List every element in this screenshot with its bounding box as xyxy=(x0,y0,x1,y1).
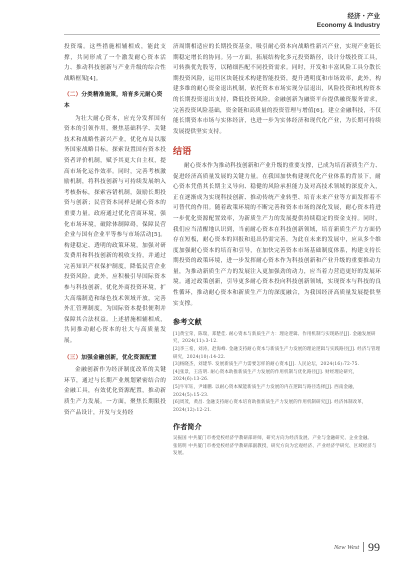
paragraph: 济周期相适应的长期投资基金，吸引耐心资本向战略性新兴产业，实现产业链长期稳定增长的协同。另一方面，拓展结构化多元投资路径，设计分级投资工具，可转换优先股等，以精细匹配不同投资需求。同时，开发和丰富风险工具分散长期投资风险，运用区块链技术构建智能投资，提升透明度和市场效率，此外，构建多维的耐心资金退出机制，依托资本市场实现分层退出，风险投资和机构资本的长期投资退出支持，降低投资风险。金融创新为融资平台提供融资服务需求，完善投资风险基础，资金链和高质量的投资管理与增值[6]。建立金融科技，不仅能长期资本市场与实体经济，也进一步为实体经济和现代化产业，为长期可持续发展提供坚实支持。 xyxy=(173,44,381,135)
reference-item: [5]牛军钰，尹雄鹏. 以耐心资本赋能新质生产力发展的内在逻辑与路径选择[J]. 西南金融，2024(5):15-23. xyxy=(173,385,358,398)
subsection-title: 分类精准施策，培育多元耐心资本 xyxy=(64,92,163,109)
author-item: 吴振国 中共厦门市委党校经济学教研部讲师，研究方向为经济发展、产业与金融研究、企业金融。 xyxy=(173,435,372,441)
paragraph: 耐心资本作为推动科技创新和产业升级的重要支撑，已成为培育新质生产力、促进经济高质量发展的关键力量。在我国加快构建现代化产业体系的背景下，耐心资本凭借其长期主义导向、稳健的风险承担能力及对高技术领域的深度介入，正在逐渐成为实现科技创新、推动传统产业转型、培育未来产业等方面发挥着不可替代的作用。随着政策环境的不断完善和资本市场的深化发展，耐心资本将进一步优化资源配置效率，为新质生产力的发展提供持续稳定的资金支持。同时，我们应当清醒地认识到，当前耐心资本在科技创新领域，培育新质生产力方面仍存在短板，耐心资本的回报和退出仍需完善，为此在未来的发展中，应从多个维度加强耐心资本的培育和引导，在加快完善资本市场基础制度体系，构建支持长期投资的政策环境，进一步发挥耐心资本作为科技创新和产业升级的重要推动力量，为推动新质生产力的发展注入更加强劲的动力，应当着力营造更好的发展环境。通过政策创新，引导更多耐心资本投向科技创新领域，实现资本与科技的良性循环，推动耐心资本和新质生产力的深度融合，为我国经济高质量发展提供坚实支撑。 xyxy=(173,162,381,307)
paragraph: 投资端。这些措施相辅相成，能此支撑，共同形成了一个激发耐心资本活力、推动科技创新与产业升级的综合性战略框架[4]。 xyxy=(64,44,166,82)
reference-item: [1]黄宝荣，陈瑞，郑楚佳. 耐心资本与新质生产力：理论逻辑、作用机制与实现路径[J]. 金融发展研究，2024(11):3-12. xyxy=(173,331,376,345)
section-heading: 结语 xyxy=(173,147,192,158)
footer-divider xyxy=(363,542,364,552)
page-footer xyxy=(334,538,380,556)
header-divider xyxy=(64,34,380,35)
subsection-heading xyxy=(64,90,166,111)
paragraph: 为壮大耐心资本，应充分发挥国有资本的引领作用，聚焦基础科学、关键技术和战略性新兴产业，优化布局以服务国家战略目标。探索设置国有资本投资者评价机制，赋予其更大自主权，提高市场化运作效率。同时，完善考核激励机制，将科技创新与可持续发展纳入考核指标，探索容错机制，鼓励长期投资与创新；民营资本同样是耐心资本的重要力量。政府通过优化营商环境，强化市场环境，破除体制障碍，保障民营企业与国有企业平等参与市场活动[5]。构建稳定、透明的政策环境，加强对研发费用和科技创新的税收支持，并通过完善知识产权保护制度，降低民营企业投资风险。此外，应积极引导国际资本参与科技创新，优化外商投资环境，扩大高端制造和绿色技术领域开放，完善外汇管理制度，为国际资本提供便利并保障其合法权益。上述措施相辅相成，共同推动耐心资本的壮大与高质量发展。 xyxy=(64,115,166,345)
page-number: 99 xyxy=(368,539,380,554)
author-item: 张铭明 中共厦门市委党校经济学教研部副教授，研究方向为宏观经济、产业经济学研究、区域经济与发展。 xyxy=(173,443,377,457)
section-label-cn: 经济・产业 xyxy=(347,12,380,20)
subsection-heading xyxy=(64,353,166,364)
left-column xyxy=(64,42,166,418)
reference-item: [6]周茂，黄昌. 金融支持耐心资本培育助推新质生产力发展的作用机制研究[J]. 经济体制改革，2024(12):12-21. xyxy=(173,400,367,413)
references-list xyxy=(173,331,381,415)
reference-item: [4]张景，王洁明. 耐心资本助推新质生产力发展的作用机制与优化路径[J]. 财经理论研究，2024(6):13-26. xyxy=(173,369,358,383)
subsection-number: （三） xyxy=(64,354,82,361)
reference-item: [3]杨晓杰，刘建华. 发展新质生产力需要怎样的耐心资本[J]. 人民论坛，2024(16):72-75. xyxy=(173,362,360,368)
subsection-number: （二） xyxy=(64,92,82,99)
section-label-en: Economy & Industry xyxy=(316,22,380,29)
reference-item: [2]李三希，刘涛，赵海峰. 金融支持耐心资本与新质生产力发展的理论逻辑与实践路径[J]. 经济与管理研究，2024(10):14-22. xyxy=(173,347,381,360)
paragraph: 金融创新作为经济制度改革的关键环节，通过与长期产业规划紧密结合的金融工具，有效优化资源配置，推动新质生产力发展。一方面，聚焦长期限投资产品设计，开发与支持经 xyxy=(64,367,166,416)
right-column xyxy=(173,42,381,458)
magazine-name: New West xyxy=(333,543,360,551)
page-header xyxy=(317,12,380,30)
author-heading: 作者简介 xyxy=(173,423,202,432)
author-list xyxy=(173,435,381,458)
references-heading: 参考文献 xyxy=(173,318,202,327)
subsection-title: 加强金融创新，优化资源配置 xyxy=(81,354,157,361)
